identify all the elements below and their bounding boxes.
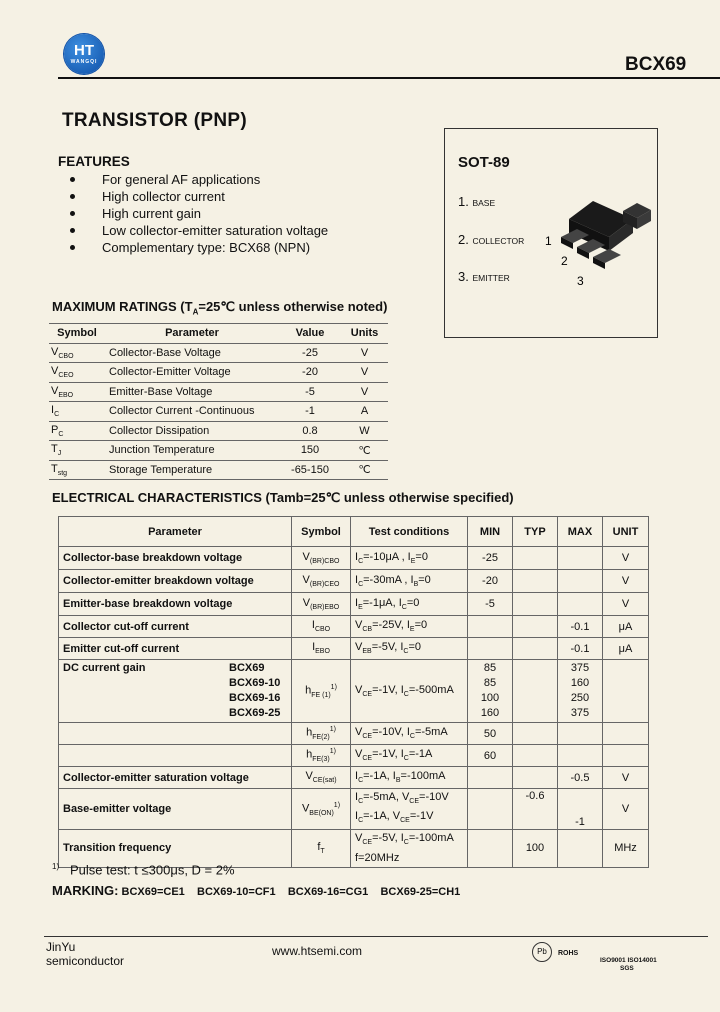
features-list <box>70 171 328 256</box>
table-row: $T_J$ Junction Temperature 150 ℃ <box>49 441 388 461</box>
elec-heading: ELECTRICAL CHARACTERISTICS (Tamb=25℃ unless otherwise specified) <box>52 490 514 505</box>
pb-free-icon: Pb <box>532 942 552 962</box>
electrical-characteristics-table <box>58 516 649 868</box>
features-heading: FEATURES <box>58 154 130 169</box>
footer-divider <box>44 936 708 937</box>
table-row: DC current gain BCX69 BCX69-10 BCX69-16 BCX69-25 $h_{FE (1)}^{1)}$ $V_{CE}=-1V$, $I_C=-500mA$ 85 85 100 160 375 160 250 375 <box>59 660 649 723</box>
company-name: JinYu semiconductor <box>46 940 125 968</box>
feature-item: Complementary type: BCX68 (NPN) <box>70 239 328 256</box>
page-title: TRANSISTOR (PNP) <box>62 110 247 131</box>
feature-item: High current gain <box>70 205 328 222</box>
table-row: $I_C$ Collector Current -Continuous -1 A <box>49 402 388 422</box>
website-link[interactable]: www.htsemi.com <box>272 944 363 958</box>
certification-block: Pb ROHS ISO9001 ISO14001 SGS <box>532 938 664 974</box>
max-ratings-table <box>49 323 388 480</box>
table-row: $P_C$ Collector Dissipation 0.8 W <box>49 421 388 441</box>
table-row: Emitter-base breakdown voltage $V_{(BR)EBO}$ $I_E=-1\mu A$, $I_C=0$ -5 V <box>59 593 649 616</box>
table-header-row: Parameter Symbol Test conditions MIN TYP MAX UNIT <box>59 517 649 547</box>
table-row: Transition frequency $f_T$ $V_{CE}=-5V$, $I_C=-100mA$ f=20MHz 100 MHz <box>59 830 649 867</box>
company-logo <box>64 34 104 74</box>
table-row: Collector cut-off current $I_{CBO}$ $V_{CB}=-25V$, $I_E=0$ -0.1 μA <box>59 616 649 638</box>
marking-line: MARKING: BCX69=CE1 BCX69-10=CF1 BCX69-16=CG1 BCX69-25=CH1 <box>52 883 461 898</box>
feature-item: For general AF applications <box>70 171 328 188</box>
pin-marker-1: 1 <box>545 234 552 248</box>
table-row: $h_{FE(3)}^{1)}$ $V_{CE}=-1V$, $I_C=-1A$ 60 <box>59 745 649 767</box>
table-header-row: Symbol Parameter Value Units <box>49 324 388 344</box>
max-ratings-heading: MAXIMUM RATINGS ($T_A=25℃$ unless otherwise noted) <box>52 299 388 317</box>
table-row: Collector-emitter saturation voltage $V_{CE(sat)}$ $I_C=-1A$, $I_B=-100mA$ -0.5 V <box>59 767 649 789</box>
table-row: $V_{EBO}$ Emitter-Base Voltage -5 V <box>49 382 388 402</box>
pin-marker-3: 3 <box>577 274 584 288</box>
logo-text: HT <box>74 42 94 59</box>
table-row: Base-emitter voltage $V_{BE(ON)}^{1)}$ $I_C=-5mA$, $V_{CE}=-10V$ $I_C=-1A$, $V_{CE}=-1V$ -0.6 -1 V <box>59 789 649 830</box>
part-number: BCX69 <box>625 54 687 75</box>
header-divider <box>58 77 720 79</box>
feature-item: High collector current <box>70 188 328 205</box>
pin-emitter: 3. EMITTER <box>458 269 510 284</box>
sot89-package-drawing <box>541 189 653 289</box>
logo-subtext: WANGQI <box>70 59 98 65</box>
table-row: Collector-base breakdown voltage $V_{(BR)CBO}$ $I_C=-10\mu A$ , $I_E=0$ -25 V <box>59 547 649 570</box>
pin-collector: 2. COLLECTOR <box>458 232 525 247</box>
pin-marker-2: 2 <box>561 254 568 268</box>
pin-base: 1. BASE <box>458 194 496 209</box>
table-row: Collector-emitter breakdown voltage $V_{(BR)CEO}$ $I_C=-30mA$ , $I_B=0$ -20 V <box>59 570 649 593</box>
table-row: $T_{stg}$ Storage Temperature -65-150 ℃ <box>49 460 388 480</box>
footnote: $^{1)}$ Pulse test: t ≤300μs, D = 2% <box>52 862 235 878</box>
package-name: SOT-89 <box>458 154 510 171</box>
table-row: $V_{CBO}$ Collector-Base Voltage -25 V <box>49 343 388 363</box>
feature-item: Low collector-emitter saturation voltage <box>70 222 328 239</box>
table-row: $V_{CEO}$ Collector-Emitter Voltage -20 V <box>49 363 388 383</box>
package-box <box>444 128 658 338</box>
table-row: Emitter cut-off current $I_{EBO}$ $V_{EB}=-5V$, $I_C=0$ -0.1 μA <box>59 638 649 660</box>
table-row: $h_{FE(2)}^{1)}$ $V_{CE}=-10V$, $I_C=-5mA$ 50 <box>59 723 649 745</box>
